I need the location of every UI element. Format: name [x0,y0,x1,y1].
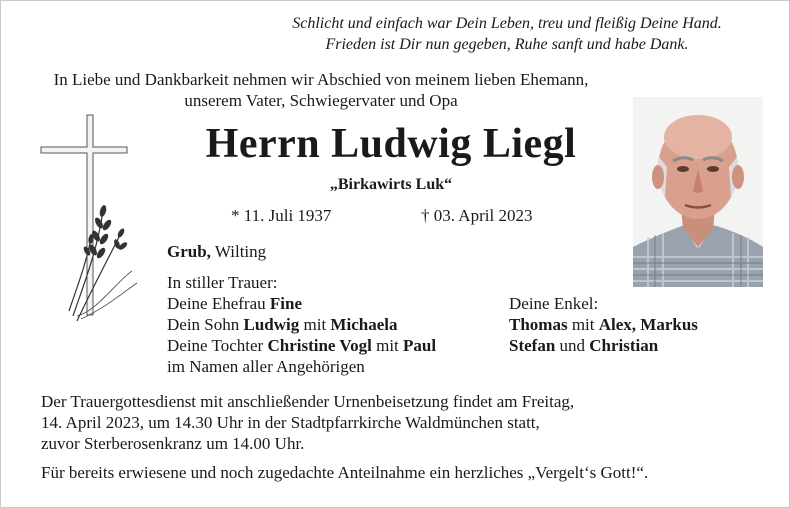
mourner-son-mit: mit [299,315,331,334]
grandchildren-row-2 [509,335,698,356]
farewell-intro [41,69,601,111]
mourner-daughter [167,335,436,356]
death-date: † 03. April 2023 [421,206,533,225]
grandchild-1: Thomas [509,315,568,334]
mourner-son [167,314,436,335]
service-line-1: Der Trauergottesdienst mit anschließender Urnenbeisetzung findet am Freitag, [41,392,575,411]
residence [167,242,266,262]
memorial-verse [247,13,767,55]
grandchildren-mit: mit [567,315,599,334]
mourner-daughter-mit: mit [371,336,404,355]
residence-area: Wilting [210,242,267,261]
service-line-3: zuvor Sterberosenkranz um 14.00 Uhr. [41,434,305,453]
verse-line-1: Schlicht und einfach war Dein Leben, treu und fleißig Deine Hand. [292,15,722,32]
grandchild-4: Christian [589,336,659,355]
service-line-2: 14. April 2023, um 14.30 Uhr in der Stadtpfarrkirche Waldmünchen statt, [41,413,540,432]
mourner-daughter-partner: Paul [403,336,437,355]
residence-town: Grub, [167,242,211,261]
mourner-son-prefix: Dein Sohn [167,315,244,334]
mourner-daughter-prefix: Deine Tochter [167,336,268,355]
mourner-wife-prefix: Deine Ehefrau [167,294,270,313]
verse-line-2: Frieden ist Dir nun gegeben, Ruhe sanft und habe Dank. [325,36,689,53]
mourners-others: im Namen aller Angehörigen [167,357,365,376]
mourner-wife [167,293,436,314]
mourner-son-partner: Michaela [330,315,398,334]
grandchildren-und: und [555,336,590,355]
intro-line-2: unserem Vater, Schwiegervater und Opa [184,91,458,110]
funeral-service-info [41,391,741,454]
thanks-note: Für bereits erwiesene und noch zugedachte Anteilnahme ein herzliches „Vergelt‘s Gott!“. [41,463,649,482]
mourner-wife-name: Fine [269,294,302,313]
grandchild-2: Alex, Markus [598,315,698,334]
deceased-nickname: „Birkawirts Luk“ [329,176,453,193]
grandchild-3: Stefan [509,336,556,355]
birth-date: * 11. Juli 1937 [231,206,332,225]
mourner-daughter-name: Christine Vogl [267,336,372,355]
mourners-heading: In stiller Trauer: [167,273,278,292]
deceased-name: Herrn Ludwig Liegl [205,121,577,167]
portrait-photo [633,97,763,287]
cross-with-wheat-icon [37,111,147,331]
grandchildren-list [509,293,698,356]
intro-line-1: In Liebe und Dankbarkeit nehmen wir Abschied von meinem lieben Ehemann, [53,70,589,89]
grandchildren-row-1 [509,314,698,335]
grandchildren-heading: Deine Enkel: [509,294,599,313]
mourners-list [167,272,436,377]
mourner-son-name: Ludwig [243,315,300,334]
